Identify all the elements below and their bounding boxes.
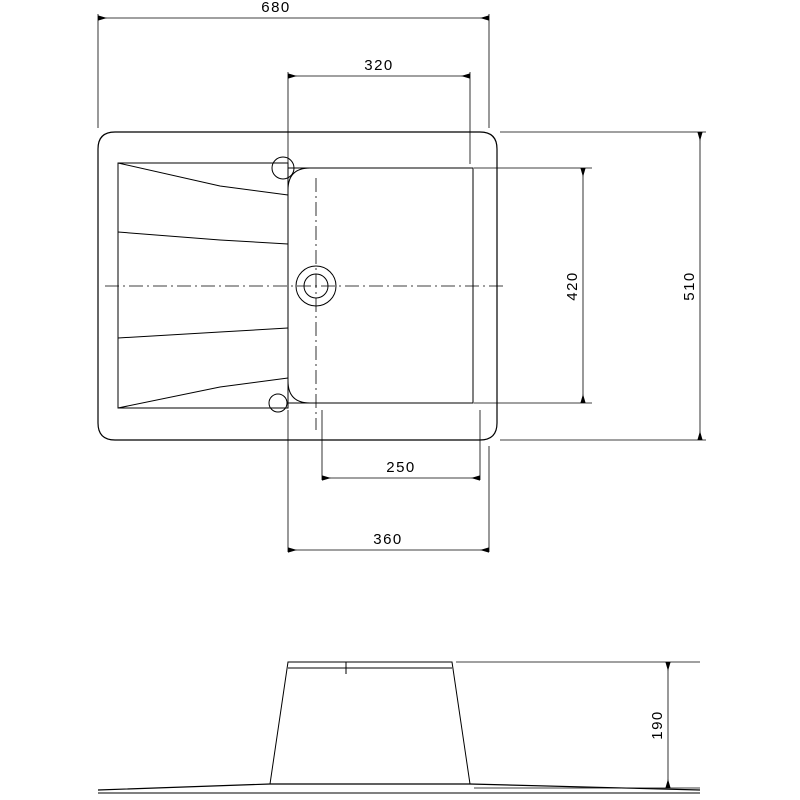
dim-text-360: 360: [373, 531, 403, 548]
drainer-rib-4: [118, 378, 288, 408]
drainer-rib-2: [118, 232, 288, 244]
elevation-rim-line: [98, 784, 700, 790]
drainer-rib-3: [118, 328, 288, 338]
dim-text-510: 510: [681, 271, 698, 301]
plan-view: [98, 0, 706, 552]
tap-hole-bottom: [269, 394, 287, 412]
drainer-outline: [118, 163, 288, 408]
dim-text-190: 190: [649, 710, 666, 740]
elevation-bowl-body: [270, 662, 470, 784]
drainer-rib-1: [118, 163, 288, 195]
dim-text-250: 250: [386, 459, 416, 476]
bowl-corner-fillet-top: [288, 168, 310, 190]
dim-text-320: 320: [364, 57, 394, 74]
dim-text-420: 420: [564, 271, 581, 301]
bowl-corner-fillet-bottom: [288, 381, 310, 403]
front-elevation-view: [98, 662, 700, 793]
dim-text-680: 680: [261, 0, 291, 16]
